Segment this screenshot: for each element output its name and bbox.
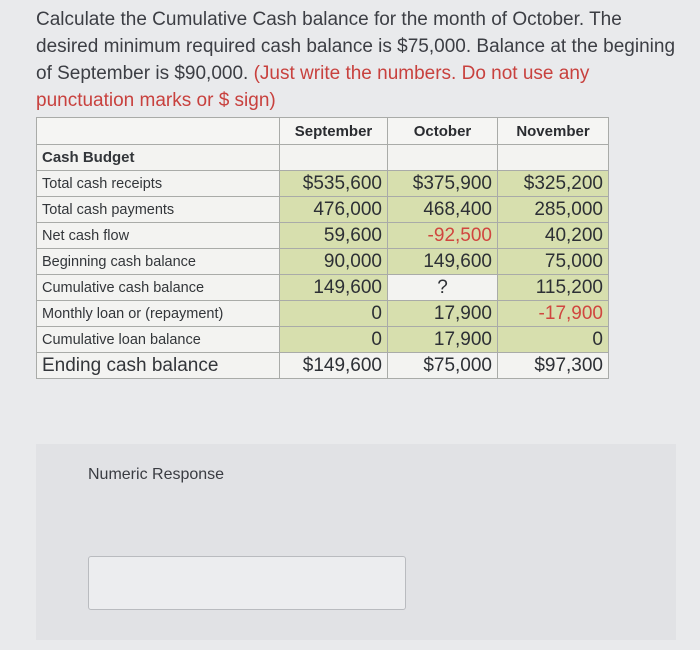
row-label: Ending cash balance: [37, 353, 280, 379]
question-main: Calculate the Cumulative Cash balance for the month of October. The desired minimum required cash balance is $75,000. Balance at the begining of September is $90,000.: [36, 9, 676, 84]
table-cell: 17,900: [388, 327, 498, 353]
table-cell: 59,600: [280, 223, 388, 249]
table-cell: $97,300: [498, 353, 609, 379]
header-blank: [37, 118, 280, 145]
table-cell: 115,200: [498, 275, 609, 301]
table-cell: $149,600: [280, 353, 388, 379]
table-row: [37, 353, 609, 379]
table-cell: 149,600: [280, 275, 388, 301]
column-header-september: September: [280, 118, 388, 145]
table-cell: $375,900: [388, 171, 498, 197]
table-cell: $325,200: [498, 171, 609, 197]
response-label: Numeric Response: [88, 466, 225, 483]
table-row: [37, 249, 609, 275]
column-header-november: November: [498, 118, 609, 145]
table-row: [37, 301, 609, 327]
table-cell: [280, 145, 388, 171]
table-cell: 476,000: [280, 197, 388, 223]
table-cell: [388, 145, 498, 171]
table-cell: 75,000: [498, 249, 609, 275]
table-row-section: [37, 145, 609, 171]
row-label: Beginning cash balance: [37, 249, 280, 275]
column-header-october: October: [388, 118, 498, 145]
table-row: [37, 223, 609, 249]
table-cell: 285,000: [498, 197, 609, 223]
row-label: Total cash receipts: [37, 171, 280, 197]
table-cell: 17,900: [388, 301, 498, 327]
table-row: [37, 327, 609, 353]
row-label: Monthly loan or (repayment): [37, 301, 280, 327]
table-cell: 0: [280, 301, 388, 327]
table-cell: $75,000: [388, 353, 498, 379]
table-row: [37, 197, 609, 223]
table-cell: 90,000: [280, 249, 388, 275]
table-cell: -92,500: [388, 223, 498, 249]
table-cell: 0: [498, 327, 609, 353]
table-cell-unknown: ?: [388, 275, 498, 301]
numeric-response-input[interactable]: [88, 556, 406, 610]
row-label: Cumulative cash balance: [37, 275, 280, 301]
question-instruction: (Just write the numbers. Do not use any punctuation marks or $ sign): [36, 63, 590, 111]
row-label: Cumulative loan balance: [37, 327, 280, 353]
row-label: Net cash flow: [37, 223, 280, 249]
table-cell: 0: [280, 327, 388, 353]
table-cell: 468,400: [388, 197, 498, 223]
cash-budget-table: [36, 117, 609, 379]
table-cell: 40,200: [498, 223, 609, 249]
table-row: [37, 171, 609, 197]
table-cell: 149,600: [388, 249, 498, 275]
response-panel: [36, 444, 676, 640]
section-title: Cash Budget: [37, 145, 280, 171]
table-cell: [498, 145, 609, 171]
table-cell: -17,900: [498, 301, 609, 327]
table-cell: $535,600: [280, 171, 388, 197]
question-text: [36, 6, 676, 114]
table-header-row: [37, 118, 609, 145]
row-label: Total cash payments: [37, 197, 280, 223]
table-row: [37, 275, 609, 301]
